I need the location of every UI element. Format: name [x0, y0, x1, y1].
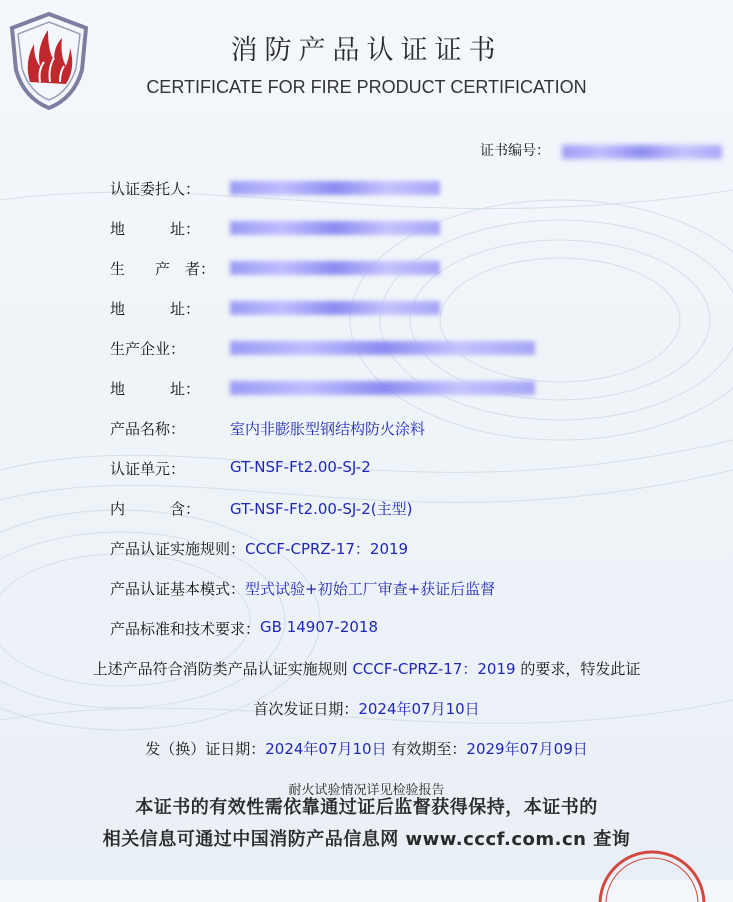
producer-row: [110, 258, 440, 280]
contains-label: 内 含：: [110, 500, 201, 518]
producer-address-row: [110, 298, 440, 320]
factory-redacted: [230, 341, 535, 355]
official-seal: [592, 842, 712, 902]
unit-label: 认证单元：: [110, 460, 186, 478]
factory-label: 生产企业：: [110, 340, 186, 358]
applicant-row: [110, 178, 440, 200]
issue-validity-line: [0, 738, 733, 759]
applicant-redacted: [230, 181, 440, 195]
product-name-label: 产品名称：: [110, 420, 186, 438]
certificate-number-label: 证书编号：: [480, 143, 550, 159]
producer-label: 生 产 者：: [110, 260, 216, 278]
test-report-note: 耐火试验情况详见检验报告: [288, 783, 445, 798]
applicant-address-row: [110, 218, 440, 240]
contains-row: [110, 498, 412, 520]
first-issue-label: 首次发证日期：: [253, 700, 359, 718]
conformity-statement: [0, 658, 733, 679]
rule-value: CCCF-CPRZ-17：2019: [245, 540, 409, 558]
factory-address-redacted: [230, 381, 535, 395]
producer-redacted: [230, 261, 440, 275]
issue-label: 发（换）证日期：: [145, 740, 266, 758]
first-issue-line: [0, 698, 733, 719]
standard-row: [110, 618, 378, 640]
valid-label: 有效期至：: [391, 740, 467, 758]
factory-address-label: 地 址：: [110, 380, 201, 398]
mode-value: 型式试验+初始工厂审查+获证后监督: [245, 580, 496, 598]
footer-line-1: 本证书的有效性需依靠通过证后监督获得保持，本证书的: [135, 797, 598, 818]
statement-prefix: 上述产品符合消防类产品认证实施规则: [92, 660, 348, 678]
rule-row: [110, 538, 408, 560]
applicant-label: 认证委托人：: [110, 180, 201, 198]
mode-row: [110, 578, 495, 600]
unit-value: GT-NSF-Ft2.00-SJ-2: [230, 458, 371, 476]
applicant-address-label: 地 址：: [110, 220, 201, 238]
certificate-number-redacted: [562, 145, 722, 159]
standard-label: 产品标准和技术要求：: [110, 620, 261, 638]
issue-value: 2024年07月10日: [265, 740, 387, 758]
product-name-value: 室内非膨胀型钢结构防火涂料: [230, 420, 426, 438]
first-issue-value: 2024年07月10日: [358, 700, 480, 718]
factory-address-row: [110, 378, 535, 400]
factory-row: [110, 338, 535, 360]
certificate-title-en: CERTIFICATE FOR FIRE PRODUCT CERTIFICATION: [146, 77, 587, 97]
valid-value: 2029年07月09日: [466, 740, 588, 758]
producer-address-redacted: [230, 301, 440, 315]
producer-address-label: 地 址：: [110, 300, 201, 318]
certificate-number: [480, 140, 550, 160]
contains-value: GT-NSF-Ft2.00-SJ-2(主型): [230, 500, 413, 518]
product-name-row: [110, 418, 425, 440]
statement-suffix: 的要求，特发此证: [520, 660, 641, 678]
standard-value: GB 14907-2018: [260, 618, 379, 636]
unit-row: [110, 458, 371, 480]
mode-label: 产品认证基本模式：: [110, 580, 246, 598]
certificate-title-cn: 消防产品认证证书: [230, 35, 503, 66]
statement-rule: CCCF-CPRZ-17：2019: [352, 660, 516, 678]
rule-label: 产品认证实施规则：: [110, 540, 246, 558]
applicant-address-redacted: [230, 221, 440, 235]
footer-line-2: 相关信息可通过中国消防产品信息网 www.cccf.com.cn 查询: [102, 829, 631, 850]
